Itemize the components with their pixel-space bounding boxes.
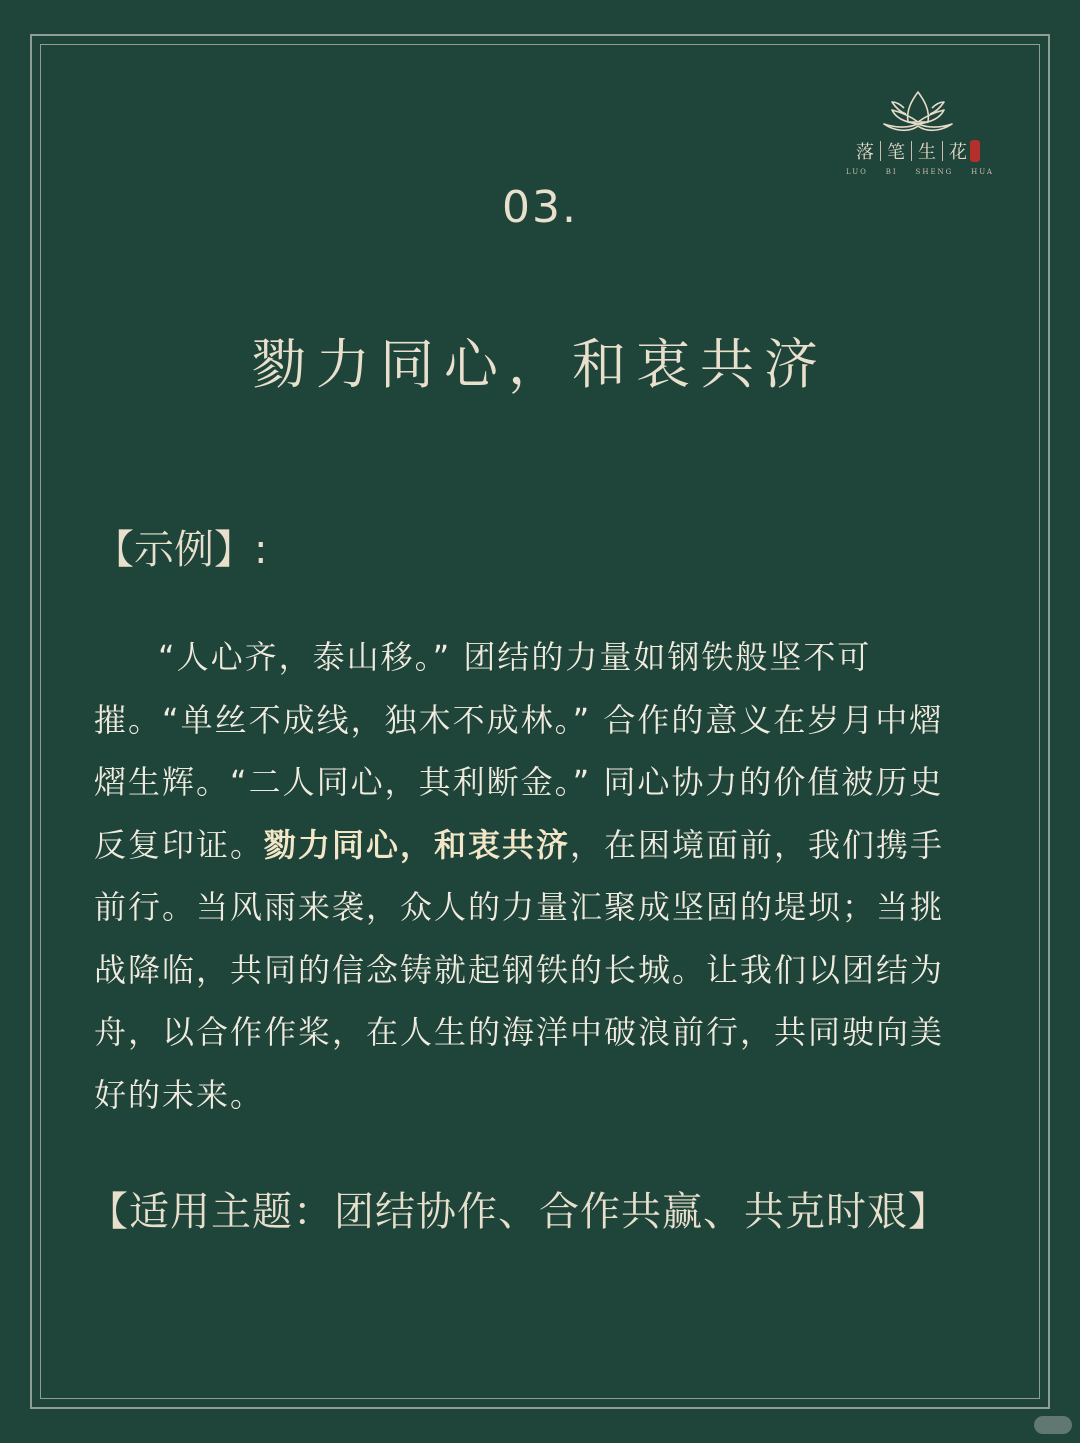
logo-char: 生 bbox=[918, 142, 936, 163]
logo-chars bbox=[838, 138, 998, 164]
page-title: 勠力同心，和衷共济 bbox=[252, 333, 828, 396]
logo-pinyin bbox=[846, 168, 994, 176]
highlight-phrase: 勠力同心，和衷共济 bbox=[264, 825, 571, 864]
logo-pinyin-word: BI bbox=[885, 168, 898, 176]
logo-char: 笔 bbox=[887, 142, 905, 163]
seal-stamp-icon bbox=[970, 140, 980, 162]
paragraph-text: “人心齐，泰山移。” 团结的力量如钢铁般坚不可摧。“单丝不成线，独木不成林。” 合作的意义在岁月中熠熠生辉。“二人同心，其利断金。” 同心协力的价值被历史反复印证。 bbox=[94, 638, 944, 864]
brand-logo bbox=[838, 88, 998, 188]
logo-divider bbox=[942, 141, 943, 161]
logo-pinyin-word: SHENG bbox=[915, 168, 954, 176]
lotus-icon bbox=[838, 88, 998, 136]
example-paragraph bbox=[94, 626, 974, 1126]
section-number: 03. bbox=[502, 182, 578, 233]
logo-char: 花 bbox=[949, 142, 967, 163]
logo-divider bbox=[911, 141, 912, 161]
example-label: 【示例】: bbox=[94, 527, 268, 573]
logo-pinyin-word: HUA bbox=[971, 168, 994, 176]
applicable-themes: 【适用主题：团结协作、合作共赢、共克时艰】 bbox=[88, 1189, 949, 1235]
watermark-icon bbox=[1034, 1416, 1072, 1434]
logo-pinyin-word: LUO bbox=[846, 168, 868, 176]
logo-char: 落 bbox=[856, 142, 874, 163]
paragraph-text: ，在困境面前，我们携手前行。当风雨来袭，众人的力量汇聚成坚固的堤坝；当挑战降临，共同的信念铸就起钢铁的长城。让我们以团结为舟，以合作作桨，在人生的海洋中破浪前行，共同驶向美好的未来。 bbox=[94, 825, 945, 1114]
logo-divider bbox=[880, 141, 881, 161]
